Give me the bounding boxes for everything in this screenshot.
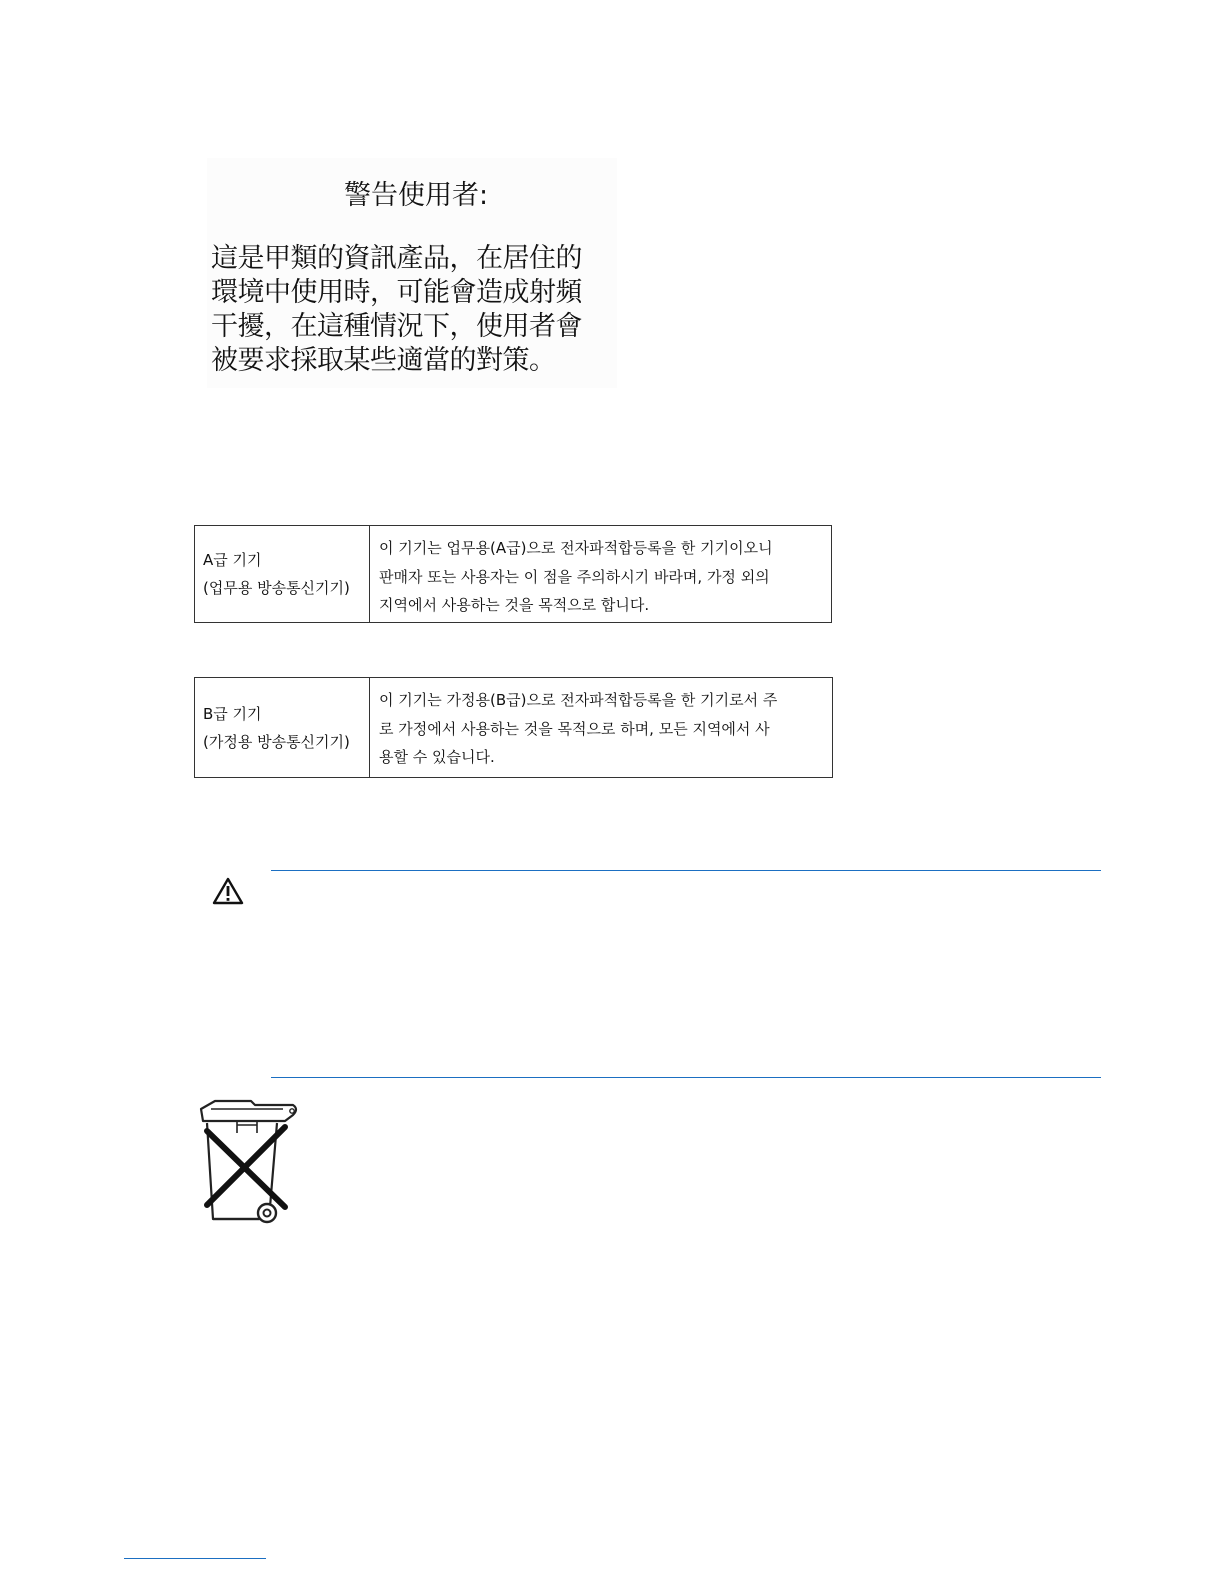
taiwan-notice-line: 這是甲類的資訊產品，在居住的: [211, 243, 582, 274]
taiwan-notice-line: 干擾，在這種情況下，使用者會: [211, 311, 582, 342]
footer-link-underline: [124, 1558, 266, 1559]
korea-class-b-label-line1: B급 기기: [203, 704, 262, 723]
taiwan-notice-title: 警告使用者:: [344, 180, 489, 211]
crossed-out-wheelie-bin-icon: [193, 1095, 303, 1225]
korea-class-a-text-line: 이 기기는 업무용(A급)으로 전자파적합등록을 한 기기이오니: [379, 539, 773, 557]
korea-class-b-label: [195, 678, 370, 777]
korea-class-a-table: [194, 525, 832, 623]
korea-class-a-label-line1: A급 기기: [203, 551, 262, 569]
korea-class-a-label-line2: (업무용 방송통신기기): [203, 579, 350, 597]
korea-class-b-text: [370, 678, 832, 777]
korea-class-b-label-line2: (가정용 방송통신기기): [203, 732, 350, 751]
caution-bottom-rule: [271, 1077, 1101, 1078]
taiwan-notice-line: 環境中使用時，可能會造成射頻: [211, 277, 582, 308]
korea-class-a-text: [370, 526, 831, 622]
korea-class-b-text-line: 로 가정에서 사용하는 것을 목적으로 하며, 모든 지역에서 사: [379, 719, 770, 738]
taiwan-notice-body: [211, 242, 616, 378]
korea-class-b-text-line: 이 기기는 가정용(B급)으로 전자파적합등록을 한 기기로서 주: [379, 691, 778, 709]
korea-class-b-table: [194, 677, 833, 778]
warning-triangle-icon: [212, 876, 244, 906]
korea-class-a-text-line: 판매자 또는 사용자는 이 점을 주의하시기 바라며, 가정 외의: [379, 567, 770, 586]
korea-class-a-label: [195, 526, 370, 622]
korea-class-b-text-line: 용할 수 있습니다.: [379, 748, 495, 766]
caution-top-rule: [271, 870, 1101, 871]
taiwan-notice-line: 被要求採取某些適當的對策。: [211, 345, 556, 376]
taiwan-bsmi-notice: [207, 158, 617, 388]
korea-class-a-text-line: 지역에서 사용하는 것을 목적으로 합니다.: [379, 596, 650, 614]
